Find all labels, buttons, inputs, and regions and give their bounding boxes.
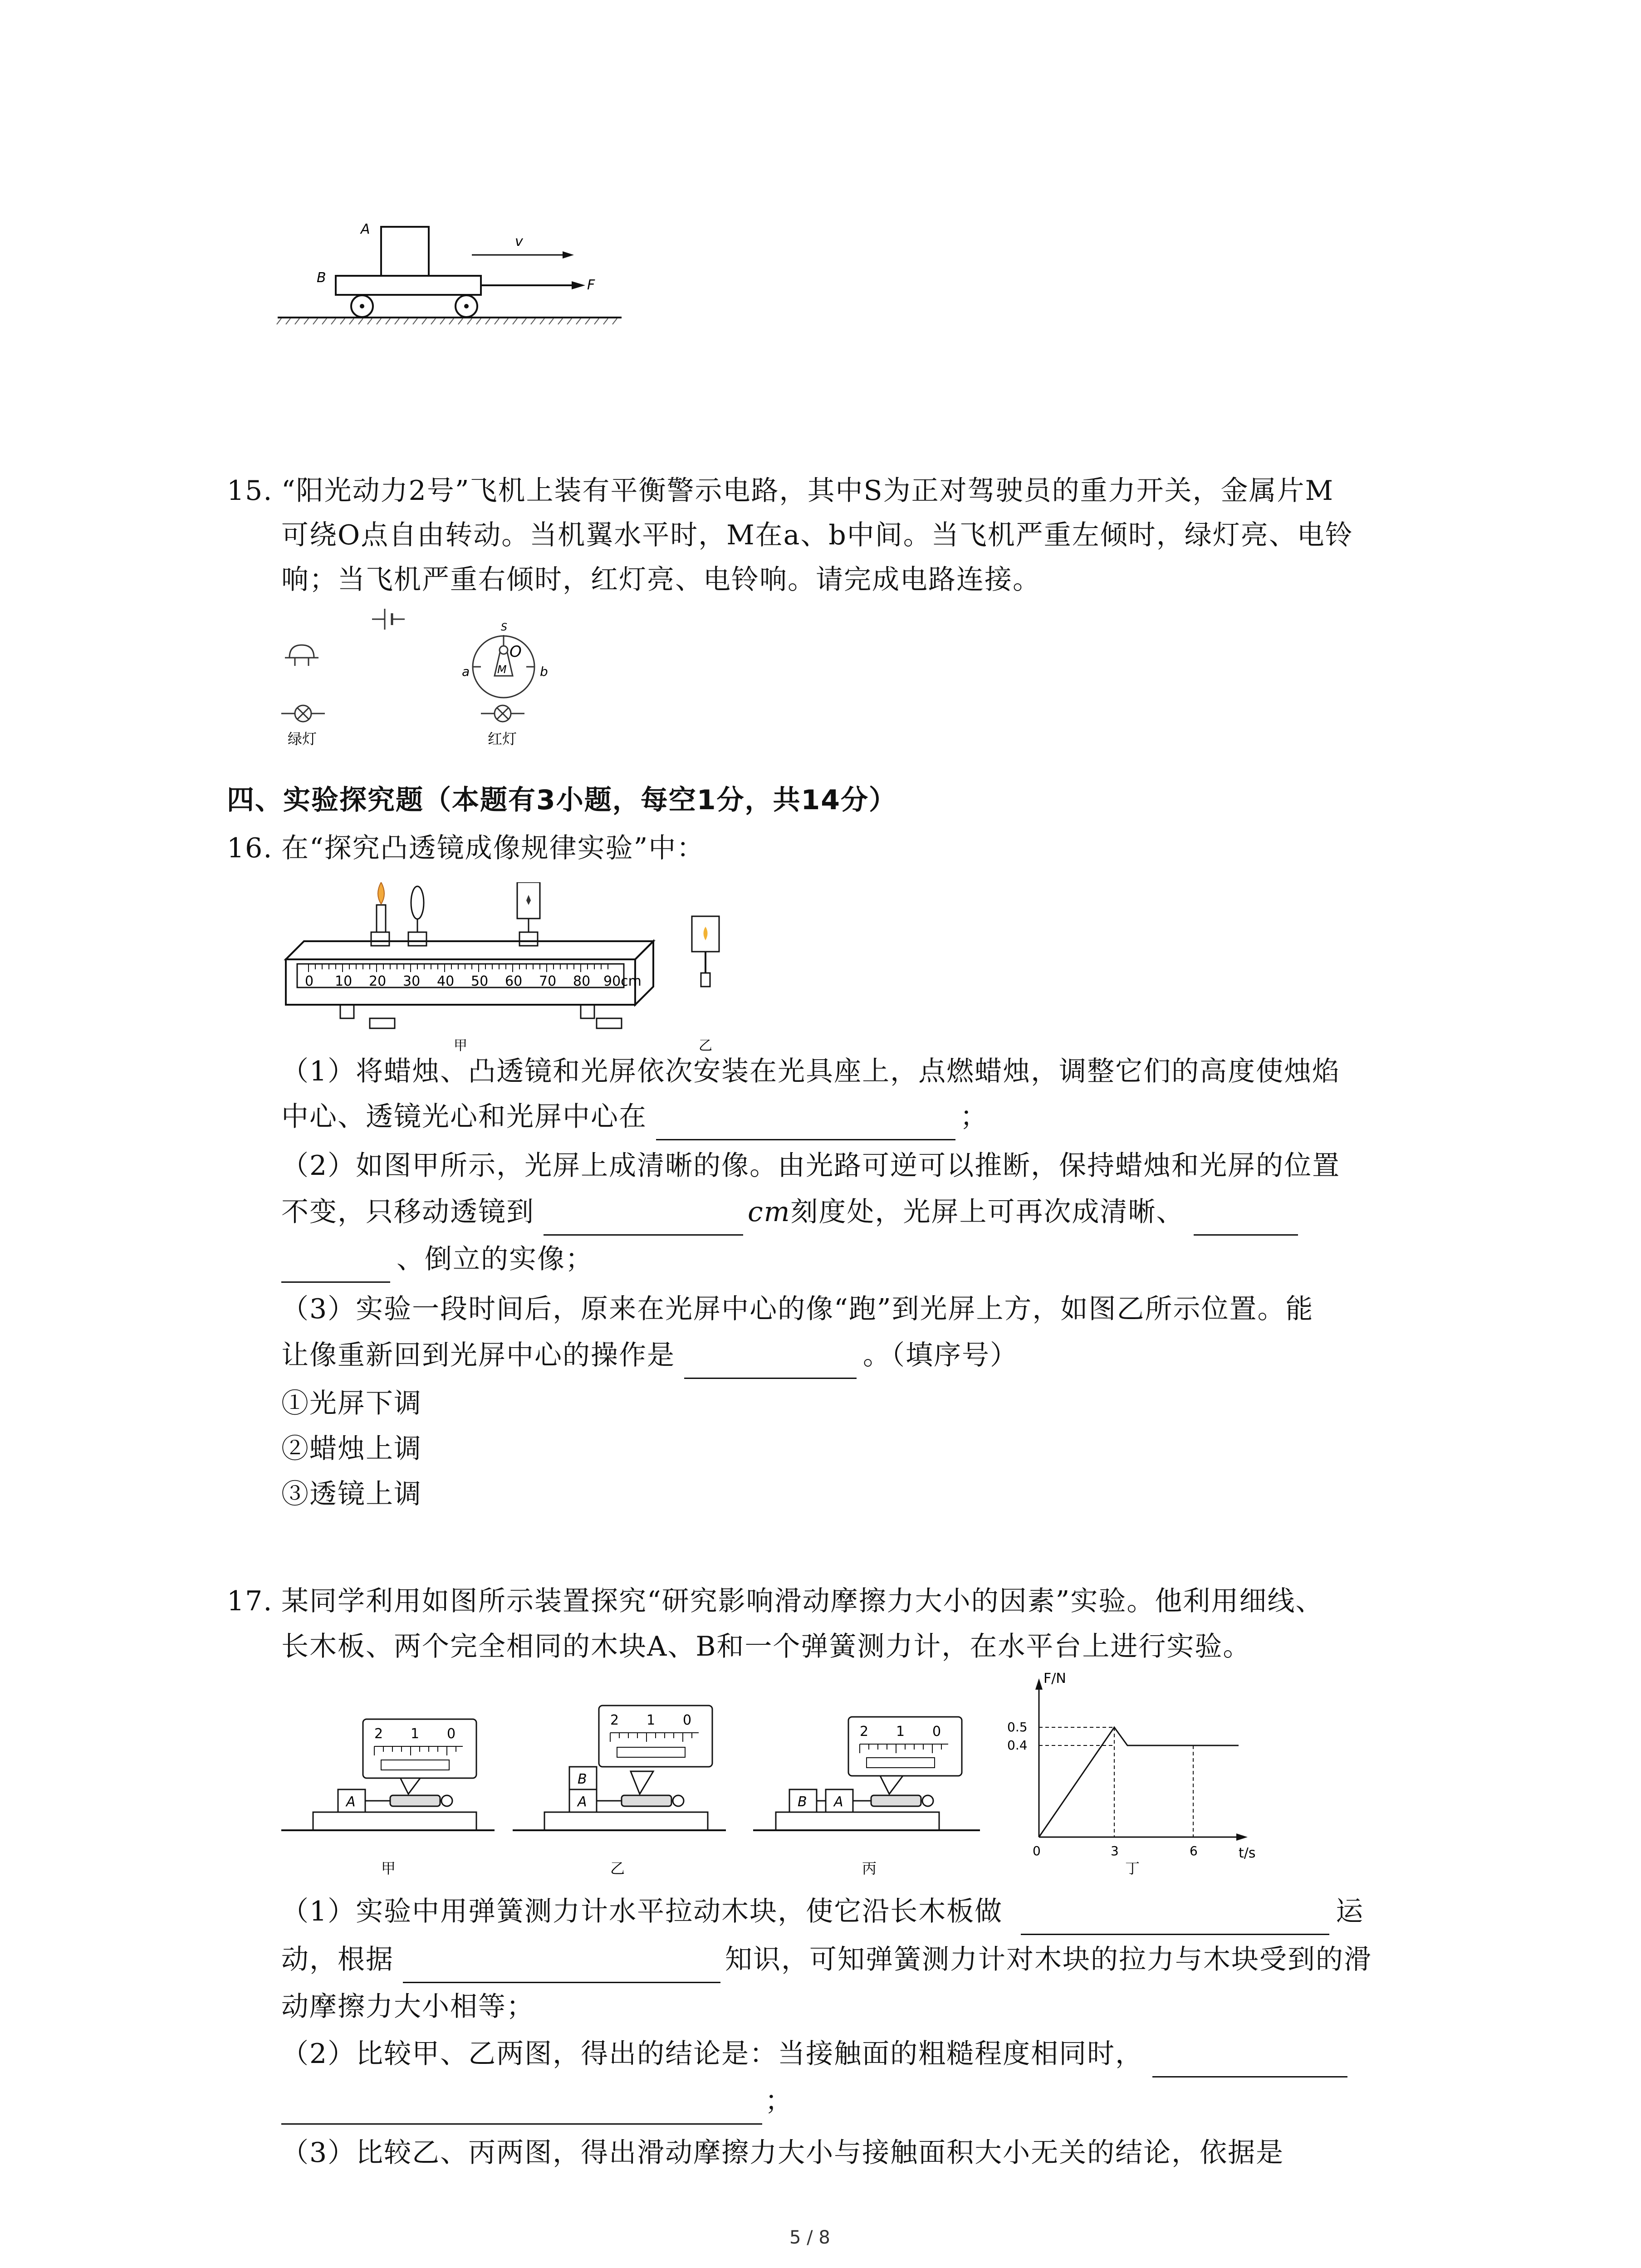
- block-a-label: A: [346, 1794, 356, 1810]
- q16-p1-line1: （1）将蜡烛、凸透镜和光屏依次安装在光具座上，点燃蜡烛，调整它们的高度使烛焰: [281, 1056, 1341, 1087]
- answer-blank-16-4[interactable]: [684, 1346, 857, 1379]
- ruler-tick: 10: [335, 973, 353, 989]
- page-number: 5 / 8: [789, 2227, 830, 2248]
- q17-p2-end: ；: [765, 2085, 793, 2117]
- q16-number: 16.: [227, 832, 273, 864]
- q17-p2-line1: （2）比较甲、乙两图，得出的结论是：当接触面的粗糙程度相同时，: [281, 2038, 1144, 2070]
- fig17-bing-label: 丙: [862, 1860, 877, 1877]
- answer-blank-16-3[interactable]: [1194, 1202, 1298, 1236]
- answer-blank-17-1[interactable]: [1021, 1902, 1329, 1935]
- q17-p2-line2-row: [281, 2077, 793, 2125]
- force-time-graph: [1007, 1671, 1256, 1877]
- block-b-label: B: [578, 1771, 587, 1787]
- q16-p2-unit: cm: [748, 1196, 791, 1228]
- q17-p2-line1-row: [281, 2030, 1347, 2077]
- q17-line1: 某同学利用如图所示装置探究“研究影响滑动摩擦力大小的因素”实验。他利用细线、: [281, 1585, 1324, 1617]
- bell-icon: [285, 645, 318, 666]
- q17-number: 17.: [227, 1585, 273, 1617]
- cart-label-a: A: [361, 221, 370, 237]
- pivot-label-o: O: [509, 643, 522, 661]
- graph-y-tick: 0.4: [1007, 1738, 1028, 1753]
- q16-p1-line2-row: [281, 1093, 988, 1140]
- ruler-tick: 70: [539, 973, 557, 989]
- q16-p2-line1: （2）如图甲所示，光屏上成清晰的像。由光路可逆可以推断，保持蜡烛和光屏的位置: [281, 1150, 1341, 1182]
- green-lamp-label: 绿灯: [288, 730, 317, 748]
- scale-label: 0: [447, 1726, 456, 1742]
- q16-p3-line2-row: [281, 1332, 1018, 1379]
- q16-p2-line2a: 不变，只移动透镜到: [281, 1196, 534, 1228]
- q17-p1-line1b: 运: [1336, 1896, 1364, 1927]
- q17-p3-line1: （3）比较乙、丙两图，得出滑动摩擦力大小与接触面积大小无关的结论，依据是: [281, 2137, 1284, 2169]
- scale-label: 2: [610, 1712, 619, 1728]
- q16-p2-line2c: 刻度处，光屏上可再次成清晰、: [790, 1196, 1185, 1228]
- fig17-yi-label: 乙: [610, 1860, 625, 1877]
- scale-label: 0: [683, 1712, 692, 1728]
- q16-p1-line2: 中心、透镜光心和光屏中心在: [281, 1101, 647, 1133]
- graph-x-tick: 6: [1190, 1843, 1198, 1858]
- q17-p1-line2b: 知识，可知弹簧测力计对木块的拉力与木块受到的滑: [725, 1944, 1372, 1975]
- q16-p1-end: ；: [960, 1101, 988, 1133]
- q16-option-1: ①光屏下调: [281, 1388, 422, 1419]
- answer-blank-17-2[interactable]: [403, 1950, 720, 1983]
- cart-label-f: F: [587, 277, 595, 293]
- ruler-tick: 90cm: [603, 973, 642, 989]
- graph-y-tick: 0.5: [1007, 1720, 1028, 1735]
- scale-label: 1: [411, 1726, 420, 1742]
- cart-figure: [272, 213, 635, 340]
- scale-label: 0: [932, 1724, 941, 1740]
- graph-xlabel: t/s: [1239, 1845, 1256, 1861]
- q16-p3-line1: （3）实验一段时间后，原来在光屏中心的像“跑”到光屏上方，如图乙所示位置。能: [281, 1293, 1314, 1325]
- green-lamp-icon: [281, 705, 325, 722]
- ruler-tick: 80: [573, 973, 591, 989]
- circuit-components-figure: [281, 603, 599, 762]
- answer-blank-16-2[interactable]: [544, 1202, 743, 1236]
- scale-label: 2: [374, 1726, 383, 1742]
- q17-p1-line1a: （1）实验中用弹簧测力计水平拉动木块，使它沿长木板做: [281, 1896, 1003, 1927]
- setup-jia: [281, 1719, 495, 1877]
- q15-line1: “阳光动力2号”飞机上装有平衡警示电路，其中S为正对驾驶员的重力开关，金属片M: [281, 475, 1334, 507]
- switch-label-s: S: [501, 622, 507, 633]
- fig16-yi-label: 乙: [699, 1038, 712, 1054]
- friction-experiment-figure: [272, 1669, 1316, 1887]
- q15-line3: 响；当飞机严重右倾时，红灯亮、电铃响。请完成电路连接。: [281, 564, 1041, 596]
- candle-icon: [371, 882, 389, 946]
- q17-p1-line1-row: [281, 1888, 1364, 1935]
- q15-number: 15.: [227, 475, 273, 507]
- q16-p2-line3: 、倒立的实像；: [397, 1243, 593, 1275]
- ruler-tick: 0: [305, 973, 314, 989]
- fig17-jia-label: 甲: [381, 1860, 396, 1877]
- fig16-jia-label: 甲: [454, 1038, 467, 1054]
- ruler-tick: 60: [505, 973, 523, 989]
- fig17-ding-label: 丁: [1125, 1860, 1140, 1877]
- setup-yi: [513, 1706, 726, 1877]
- graph-x-tick: 0: [1033, 1843, 1041, 1858]
- answer-blank-17-3[interactable]: [1152, 2044, 1347, 2077]
- optical-bench-figure: [272, 882, 771, 1055]
- q15-line2: 可绕O点自由转动。当机翼水平时，M在a、b中间。当飞机严重左倾时，绿灯亮、电铃: [281, 519, 1353, 551]
- block-a-label: A: [834, 1794, 843, 1810]
- q16-intro: 在“探究凸透镜成像规律实验”中：: [281, 832, 705, 864]
- cart-label-b: B: [317, 270, 326, 286]
- answer-blank-16-3-cont[interactable]: [281, 1250, 390, 1283]
- ruler-tick: 40: [437, 973, 455, 989]
- q17-p1-line2a: 动，根据: [281, 1944, 394, 1975]
- screen-with-image-icon: [692, 916, 719, 987]
- q16-p2-line3-row: [281, 1236, 593, 1283]
- ruler-tick: 20: [369, 973, 387, 989]
- q16-p3-line2b: 。（填序号）: [863, 1339, 1018, 1371]
- q17-p1-line2-row: [281, 1936, 1372, 1983]
- q16-option-3: ③透镜上调: [281, 1478, 422, 1510]
- scale-label: 2: [860, 1724, 869, 1740]
- cart-label-v: v: [515, 234, 523, 249]
- q16-option-2: ②蜡烛上调: [281, 1433, 422, 1465]
- metal-label-m: M: [497, 663, 507, 676]
- red-lamp-icon: [481, 705, 524, 722]
- battery-icon: [372, 609, 405, 630]
- convex-lens-icon: [408, 886, 426, 946]
- ruler-tick: 30: [403, 973, 421, 989]
- red-lamp-label: 红灯: [488, 730, 517, 748]
- scale-label: 1: [647, 1712, 656, 1728]
- graph-x-tick: 3: [1111, 1843, 1119, 1858]
- q17-line2: 长木板、两个完全相同的木块A、B和一个弹簧测力计，在水平台上进行实验。: [281, 1631, 1251, 1662]
- q16-p2-line2-row: [281, 1188, 1298, 1236]
- setup-bing: [753, 1717, 980, 1877]
- q16-p3-line2a: 让像重新回到光屏中心的操作是: [281, 1339, 675, 1371]
- contact-label-a: a: [462, 664, 470, 679]
- answer-blank-16-1[interactable]: [656, 1107, 955, 1140]
- scale-label: 1: [896, 1724, 905, 1740]
- answer-blank-17-3-cont[interactable]: [281, 2092, 762, 2125]
- screen-icon: [517, 882, 540, 946]
- ruler-tick: 50: [471, 973, 489, 989]
- section4-title: 四、实验探究题（本题有3小题，每空1分，共14分）: [227, 784, 897, 816]
- q17-p1-line3: 动摩擦力大小相等；: [281, 1991, 534, 2023]
- contact-label-b: b: [540, 664, 548, 679]
- graph-ylabel: F/N: [1043, 1671, 1066, 1686]
- block-a-label: A: [578, 1794, 587, 1810]
- block-b-label: B: [798, 1794, 807, 1810]
